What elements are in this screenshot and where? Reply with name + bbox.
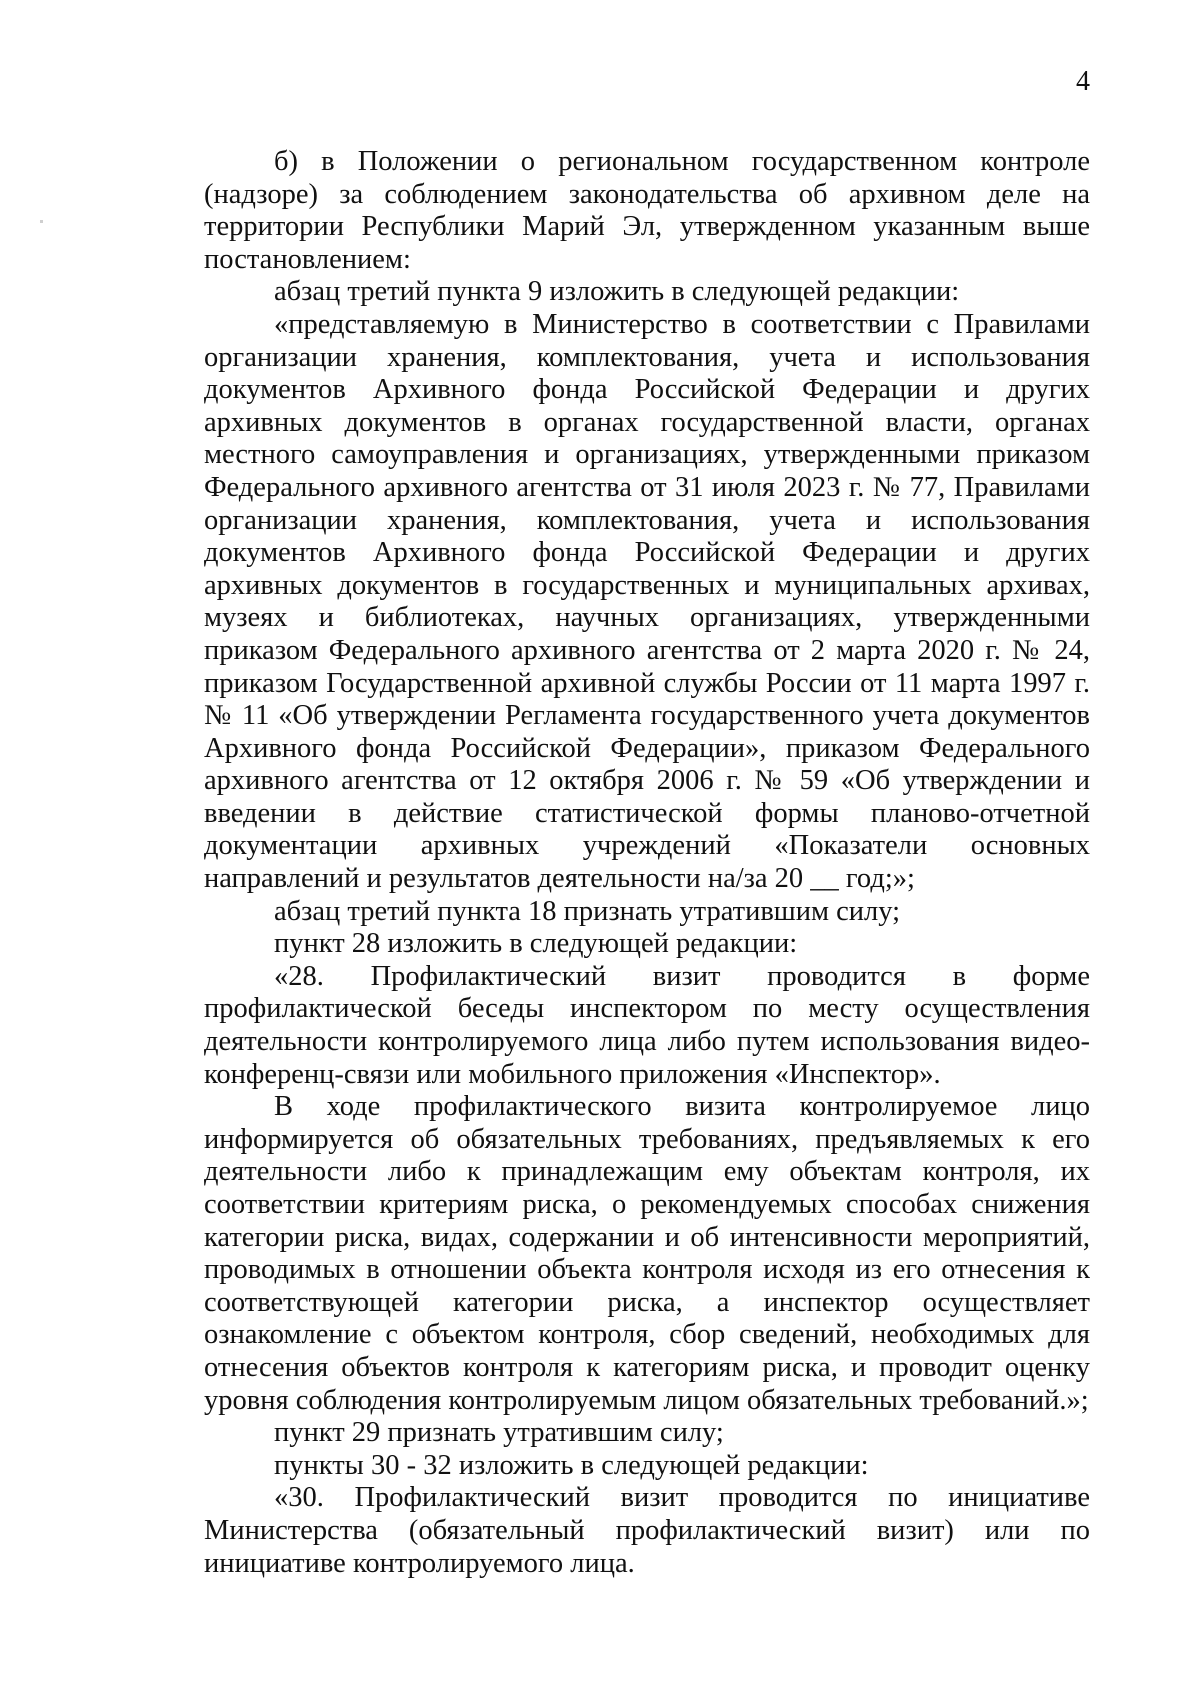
paragraph-instruction-point-29: пункт 29 признать утратившим силу; [274, 1417, 724, 1449]
paragraph-point-30-text: «30. Профилактический визит проводится по инициативе Министерства (обязательный профилактический визит) или по инициативе контролируемого лица. [204, 1482, 1090, 1579]
paragraph-instruction-points-30-32: пункты 30 - 32 изложить в следующей редакции: [274, 1449, 869, 1481]
paragraph-quoted-point-9-text: «представляемую в Министерство в соответствии с Правилами организации хранения, комплектования, учета и использования документов Архивного фонда Российской Федерации и других архивных документов в органах государственной власти, органах местного самоуправления и организациях, утвержденными приказом Федерального архивного агентства от 31 июля 2023 г. № 77, Правилами организации хранения, комплектования, учета и использования документов Архивного фонда Российской Федерации и других архивных документов в государственных и муниципальных архивах, музеях и библиотеках, научных организациях, утвержденными приказом Федерального архивного агентства от 2 марта 2020 г. № 24, приказом Государственной архивной службы России от 11 марта 1997 г. № 11 «Об утверждении Регламента государственного учета документов Архивного фонда Российской Федерации», приказом Федерального архивного агентства от 12 октября 2006 г. № 59 «Об утверждении и введении в действие статистической формы планово-отчетной документации архивных учреждений «Показатели основных направлений и результатов деятельности на/за 20 __ год;»; [204, 308, 1090, 895]
paragraph-point-28-text: «28. Профилактический визит проводится в форме профилактической беседы инспектором по месту осуществления деятельности контролируемого лица либо путем использования видео-конференц-связи или мобильного приложения «Инспектор». [204, 960, 1090, 1090]
scan-mark [40, 220, 43, 223]
paragraph-amendment-b: б) в Положении о региональном государственном контроле (надзоре) за соблюдением законодательства об архивном деле на территории Республики Марий Эл, утвержденном указанным выше постановлением: [204, 146, 1090, 275]
paragraph-point-28-continuation: В ходе профилактического визита контролируемое лицо информируется об обязательных требованиях, предъявляемых к его деятельности либо к принадлежащим ему объектам контроля, их соответствии критериям риска, о рекомендуемых способах снижения категории риска, видах, содержании и об интенсивности мероприятий, проводимых в отношении объекта контроля исходя из его отнесения к соответствующей категории риска, а инспектор осуществляет ознакомление с объектом контроля, сбор сведений, необходимых для отнесения объектов контроля к категориям риска, и проводит оценку уровня соблюдения контролируемым лицом обязательных требований.»; [204, 1091, 1090, 1416]
document-body [204, 146, 1090, 1580]
page-number: 4 [1076, 66, 1090, 97]
paragraph-instruction-point-9: абзац третий пункта 9 изложить в следующей редакции: [274, 276, 960, 308]
paragraph-instruction-point-18: абзац третий пункта 18 признать утратившим силу; [274, 895, 901, 927]
paragraph-instruction-point-28: пункт 28 изложить в следующей редакции: [274, 928, 798, 960]
